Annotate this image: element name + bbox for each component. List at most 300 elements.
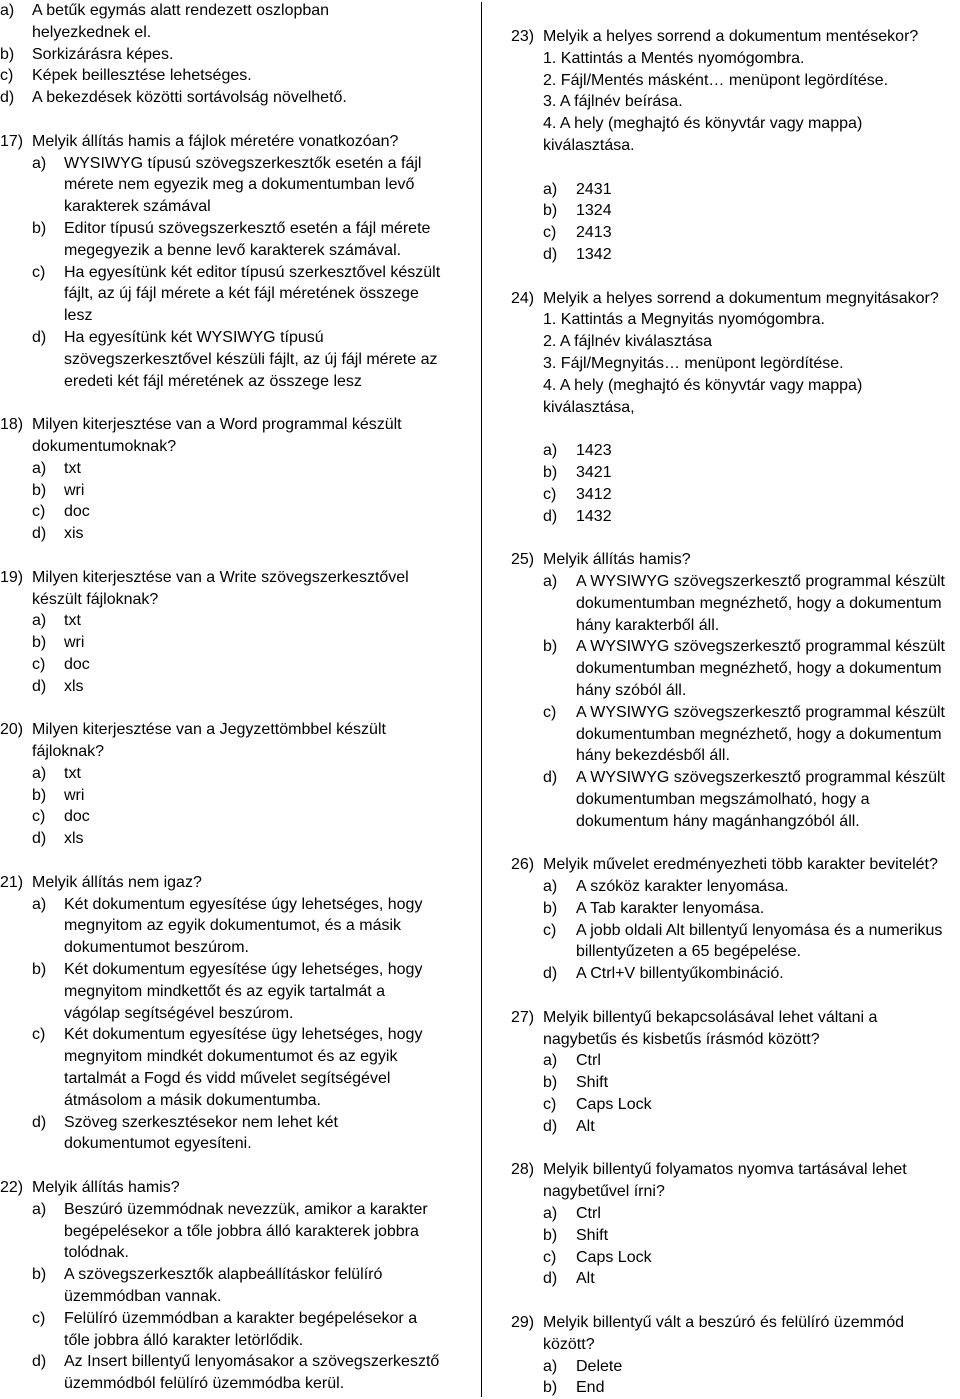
option-line: üzemmódból felülíró üzemmódba kerül. xyxy=(64,1375,345,1393)
option-line: xls xyxy=(64,830,84,848)
question-text xyxy=(32,719,386,763)
option-letter: c) xyxy=(32,1309,46,1327)
option-line: A bekezdések közötti sortávolság növelhető. xyxy=(32,89,347,107)
answer-option xyxy=(511,484,960,506)
question-number: 29) xyxy=(511,1314,535,1332)
question-stem xyxy=(0,872,470,894)
option-letter: b) xyxy=(32,481,47,499)
answer-option xyxy=(0,523,470,545)
option-letter: c) xyxy=(543,1096,557,1114)
answer-option xyxy=(0,0,470,44)
option-text xyxy=(576,222,612,244)
option-line: txt xyxy=(64,459,81,477)
question xyxy=(511,1007,960,1138)
question-number: 20) xyxy=(0,721,24,739)
option-line: 1324 xyxy=(576,202,612,220)
option-text xyxy=(576,440,612,462)
option-letter: a) xyxy=(32,764,47,782)
option-letter: a) xyxy=(32,459,47,477)
option-line: dokumentumban megnézhető, hogy a dokumentum xyxy=(576,594,942,612)
option-line: Sorkizárásra képes. xyxy=(32,45,174,63)
answer-option xyxy=(511,1247,960,1269)
option-line: megnyitom mindkét dokumentumot és az egyik xyxy=(64,1048,398,1066)
option-text xyxy=(64,262,440,327)
question-line: 2. Fájl/Mentés másként… menüpont legördítése. xyxy=(543,71,889,89)
option-letter: a) xyxy=(543,442,558,460)
option-letter: a) xyxy=(0,2,15,19)
option-letter: a) xyxy=(32,1200,47,1218)
question-stem xyxy=(0,567,470,611)
answer-option xyxy=(511,1094,960,1116)
question-text xyxy=(543,1159,907,1203)
question-line: nagybetűs és kisbetűs írásmód között? xyxy=(543,1030,820,1048)
option-line: Ctrl xyxy=(576,1205,601,1223)
question-number: 17) xyxy=(0,132,24,150)
question-line: Melyik billentyű vált a beszúró és felülíró üzemmód xyxy=(543,1314,905,1332)
question-stem xyxy=(511,1007,960,1051)
option-letter: d) xyxy=(543,1117,558,1135)
option-text xyxy=(64,1112,338,1156)
question-line: Melyik állítás hamis? xyxy=(543,551,691,569)
question-text xyxy=(543,854,938,876)
option-line: 2431 xyxy=(576,180,612,198)
option-text xyxy=(32,0,329,44)
question-stem xyxy=(0,414,470,458)
option-line: doc xyxy=(64,655,90,673)
question-text xyxy=(543,288,939,419)
option-line: hány bekezdésből áll. xyxy=(576,747,730,765)
question-line: 1. Kattintás a Megnyitás nyomógombra. xyxy=(543,311,825,329)
option-text xyxy=(64,959,422,1024)
answer-option xyxy=(0,458,470,480)
question-line: 4. A hely (meghajtó és könyvtár vagy mappa) xyxy=(543,115,863,133)
option-letter: b) xyxy=(543,463,558,481)
left-column xyxy=(0,0,470,1395)
option-text xyxy=(64,327,437,392)
option-line: Beszúró üzemmódnak nevezzük, amikor a karakter xyxy=(64,1200,428,1218)
option-line: Shift xyxy=(576,1226,609,1244)
option-line: wri xyxy=(64,634,85,652)
question-number: 21) xyxy=(0,873,24,891)
option-letter: a) xyxy=(32,895,47,913)
left-questions xyxy=(0,131,470,1395)
question xyxy=(511,549,960,832)
question-number: 23) xyxy=(511,28,535,45)
answer-option xyxy=(511,898,960,920)
option-text xyxy=(576,571,945,636)
question xyxy=(511,288,960,528)
option-letter: b) xyxy=(543,899,558,917)
question-line: Melyik billentyű bekapcsolásával lehet váltani a xyxy=(543,1008,878,1026)
answer-option xyxy=(0,65,470,87)
option-line: dokumentumot beszúrom. xyxy=(64,939,249,957)
option-text xyxy=(32,87,347,109)
option-text xyxy=(576,1072,608,1094)
option-text xyxy=(576,1377,604,1399)
option-line: Két dokumentum egyesítése úgy lehetséges, hogy xyxy=(64,895,423,913)
option-letter: d) xyxy=(32,328,47,346)
answer-option xyxy=(511,506,960,528)
option-letter: c) xyxy=(32,1026,46,1044)
option-line: wri xyxy=(64,481,85,499)
option-letter: d) xyxy=(543,1270,558,1288)
answer-option xyxy=(511,1203,960,1225)
spacer xyxy=(511,1138,960,1160)
option-line: üzemmódban vannak. xyxy=(64,1288,222,1306)
question-line: dokumentumoknak? xyxy=(32,437,177,455)
option-line: megnyitom az egyik dokumentumot, és a másik xyxy=(64,917,402,935)
answer-option xyxy=(511,876,960,898)
option-line: dokumentumban megnézhető, hogy a dokumentum xyxy=(576,660,942,678)
answer-option xyxy=(0,632,470,654)
option-letter: a) xyxy=(543,180,558,198)
option-line: helyezkednek el. xyxy=(32,23,152,41)
option-text xyxy=(64,458,81,480)
option-text xyxy=(64,632,84,654)
option-letter: b) xyxy=(543,1379,558,1397)
question xyxy=(0,567,470,698)
option-text xyxy=(64,1351,439,1395)
option-line: A WYSIWYG szövegszerkesztő programmal készült xyxy=(576,572,945,590)
option-line: Shift xyxy=(576,1074,609,1092)
answer-option xyxy=(0,1199,470,1264)
question xyxy=(511,1159,960,1290)
answer-option xyxy=(511,1377,960,1399)
option-text xyxy=(576,462,612,484)
option-text xyxy=(64,828,84,850)
option-letter: d) xyxy=(32,1113,47,1131)
answer-option xyxy=(511,1072,960,1094)
question-line: között? xyxy=(543,1335,595,1353)
option-letter: a) xyxy=(32,612,47,630)
answer-option xyxy=(0,327,470,392)
answer-option xyxy=(511,636,960,701)
option-text xyxy=(64,654,90,676)
question-number: 24) xyxy=(511,289,535,307)
option-letter: a) xyxy=(543,1357,558,1375)
answer-option xyxy=(0,654,470,676)
question-stem xyxy=(511,854,960,876)
option-text xyxy=(64,1199,428,1264)
option-letter: b) xyxy=(543,202,558,220)
question-line: Melyik állítás hamis? xyxy=(32,1179,180,1197)
option-letter: d) xyxy=(0,89,15,107)
option-text xyxy=(64,763,81,785)
option-text xyxy=(64,785,84,807)
question-text xyxy=(32,1177,180,1199)
answer-option xyxy=(511,920,960,964)
answer-option xyxy=(0,763,470,785)
answer-option xyxy=(0,676,470,698)
option-line: wri xyxy=(64,786,85,804)
question xyxy=(0,414,470,545)
answer-option xyxy=(511,702,960,767)
option-line: A Tab karakter lenyomása. xyxy=(576,899,765,917)
option-letter: c) xyxy=(32,263,46,281)
option-letter: c) xyxy=(543,224,557,242)
answer-option xyxy=(511,963,960,985)
question-line: 3. A fájlnév beírása. xyxy=(543,93,683,111)
option-letter: c) xyxy=(32,503,46,521)
question-line: Milyen kiterjesztése van a Jegyzettömbbel készült xyxy=(32,721,386,739)
option-letter: b) xyxy=(0,45,15,63)
option-letter: c) xyxy=(543,921,557,939)
option-line: fájlt, az új fájl mérete a két fájl méretének összege xyxy=(64,285,419,303)
answer-option xyxy=(0,1024,470,1111)
answer-option xyxy=(511,767,960,832)
option-line: megnyitom mindkettőt és az egyik tartalmát a xyxy=(64,982,386,1000)
option-line: xls xyxy=(64,677,84,695)
option-line: átmásolom a másik dokumentumba. xyxy=(64,1091,321,1109)
option-line: A WYSIWYG szövegszerkesztő programmal készült xyxy=(576,703,945,721)
option-text xyxy=(576,1268,595,1290)
option-line: Caps Lock xyxy=(576,1248,652,1266)
option-letter: d) xyxy=(32,525,47,543)
spacer xyxy=(0,698,470,720)
answer-option xyxy=(0,87,470,109)
option-line: xis xyxy=(64,525,84,543)
answer-option xyxy=(0,480,470,502)
option-letter: c) xyxy=(0,67,14,85)
spacer xyxy=(511,527,960,549)
option-text xyxy=(576,1356,622,1378)
option-text xyxy=(576,898,764,920)
option-letter: d) xyxy=(32,677,47,695)
option-text xyxy=(64,153,421,218)
option-text xyxy=(576,179,612,201)
question-line: kiválasztása, xyxy=(543,398,635,416)
option-text xyxy=(576,1116,595,1138)
option-letter: c) xyxy=(543,703,557,721)
option-text xyxy=(64,1308,417,1352)
option-line: A WYSIWYG szövegszerkesztő programmal készült xyxy=(576,769,945,787)
option-line: Ha egyesítünk két editor típusú szerkesztővel készült xyxy=(64,263,441,281)
option-letter: a) xyxy=(32,154,47,172)
option-line: tőle jobbra álló karakter letörlődik. xyxy=(64,1331,304,1349)
right-questions xyxy=(511,26,960,1399)
option-line: WYSIWYG típusú szövegszerkesztők esetén a fájl xyxy=(64,154,422,172)
option-letter: b) xyxy=(543,1226,558,1244)
right-column xyxy=(511,26,960,1399)
column-divider xyxy=(481,2,482,1397)
option-line: doc xyxy=(64,808,90,826)
question-text xyxy=(32,872,202,894)
question-text xyxy=(32,567,409,611)
option-text xyxy=(576,636,945,701)
option-letter: b) xyxy=(32,1266,47,1284)
option-letter: b) xyxy=(32,961,47,979)
option-text xyxy=(64,610,81,632)
option-line: begépelésekor a tőle jobbra álló karakterek jobbra xyxy=(64,1222,419,1240)
option-text xyxy=(64,523,84,545)
option-line: txt xyxy=(64,764,81,782)
question-number: 19) xyxy=(0,568,24,586)
option-line: A szóköz karakter lenyomása. xyxy=(576,878,789,896)
option-line: Képek beillesztése lehetséges. xyxy=(32,67,252,85)
option-text xyxy=(576,702,945,767)
question-line: Milyen kiterjesztése van a Write szövegszerkesztővel xyxy=(32,568,409,586)
option-line: Alt xyxy=(576,1270,595,1288)
answer-option xyxy=(0,610,470,632)
option-letter: c) xyxy=(32,808,46,826)
question-text xyxy=(543,26,918,157)
option-line: 1342 xyxy=(576,245,612,263)
option-letter: d) xyxy=(32,1353,47,1371)
option-line: A szövegszerkesztők alapbeállításkor felülíró xyxy=(64,1266,383,1284)
option-text xyxy=(64,1024,422,1111)
option-letter: d) xyxy=(543,245,558,263)
answer-option xyxy=(511,571,960,636)
option-line: A betűk egymás alatt rendezett oszlopban xyxy=(32,2,330,19)
option-line: karakterek számával xyxy=(64,198,211,216)
question-line: Melyik billentyű folyamatos nyomva tartásával lehet xyxy=(543,1161,907,1179)
option-text xyxy=(576,1225,608,1247)
question-line: Milyen kiterjesztése van a Word programmal készült xyxy=(32,416,402,434)
question-stem xyxy=(0,131,470,153)
option-line: 3421 xyxy=(576,463,612,481)
continued-options xyxy=(0,0,470,131)
question-number: 22) xyxy=(0,1179,24,1197)
option-line: 1432 xyxy=(576,507,612,525)
option-line: lesz xyxy=(64,307,93,325)
spacer xyxy=(0,1155,470,1177)
question xyxy=(0,719,470,850)
option-letter: d) xyxy=(32,830,47,848)
question xyxy=(0,872,470,1155)
option-text xyxy=(32,65,252,87)
spacer xyxy=(511,1290,960,1312)
answer-option xyxy=(511,222,960,244)
answer-option xyxy=(0,153,470,218)
question-stem xyxy=(511,549,960,571)
option-line: szövegszerkesztővel készüli fájlt, az új fájl mérete az xyxy=(64,350,438,368)
option-line: txt xyxy=(64,612,81,630)
answer-option xyxy=(511,1356,960,1378)
option-line: dokumentumban megnézhető, hogy a dokumentum xyxy=(576,725,942,743)
option-text xyxy=(64,676,84,698)
option-line: megegyezik a benne levő karakterek számával. xyxy=(64,241,402,259)
option-line: Ha egyesítünk két WYSIWYG típusú xyxy=(64,328,324,346)
question-number: 28) xyxy=(511,1161,535,1179)
spacer xyxy=(511,266,960,288)
option-line: hány karakterből áll. xyxy=(576,616,720,634)
option-line: billentyűzeten a 65 begépelése. xyxy=(576,943,802,961)
option-text xyxy=(64,218,430,262)
option-line: Az Insert billentyű lenyomásakor a szövegszerkesztő xyxy=(64,1353,440,1371)
question-stem xyxy=(511,1312,960,1356)
question-line: kiválasztása. xyxy=(543,136,635,154)
option-letter: b) xyxy=(543,638,558,656)
option-text xyxy=(576,920,942,964)
question-text xyxy=(32,131,398,153)
answer-option xyxy=(0,959,470,1024)
question-text xyxy=(32,414,402,458)
answer-option xyxy=(511,1050,960,1072)
option-line: A Ctrl+V billentyűkombináció. xyxy=(576,965,784,983)
question-line: Melyik a helyes sorrend a dokumentum mentésekor? xyxy=(543,28,919,45)
option-line: Editor típusú szövegszerkesztő esetén a fájl mérete xyxy=(64,219,431,237)
answer-option xyxy=(511,1116,960,1138)
question-line: 3. Fájl/Megnyitás… menüpont legördítése. xyxy=(543,354,844,372)
option-letter: a) xyxy=(543,1052,558,1070)
option-line: Delete xyxy=(576,1357,623,1375)
option-text xyxy=(64,501,90,523)
question-number: 25) xyxy=(511,551,535,569)
question-stem xyxy=(511,1159,960,1203)
option-line: Ctrl xyxy=(576,1052,601,1070)
option-letter: b) xyxy=(543,1074,558,1092)
question-text xyxy=(543,549,691,571)
answer-option xyxy=(511,1225,960,1247)
option-text xyxy=(576,963,784,985)
option-line: dokumentum hány magánhangzóból áll. xyxy=(576,812,860,830)
option-line: Felülíró üzemmódban a karakter begépelésekor a xyxy=(64,1309,418,1327)
question-line: Melyik állítás nem igaz? xyxy=(32,873,202,891)
answer-option xyxy=(0,894,470,959)
spacer xyxy=(0,850,470,872)
option-line: Alt xyxy=(576,1117,595,1135)
question-line: 1. Kattintás a Mentés nyomógombra. xyxy=(543,49,805,67)
question-line: Melyik a helyes sorrend a dokumentum megnyitásakor? xyxy=(543,289,939,307)
option-letter: b) xyxy=(32,634,47,652)
answer-option xyxy=(511,462,960,484)
question-line: Melyik művelet eredményezheti több karakter bevitelét? xyxy=(543,856,938,874)
option-letter: a) xyxy=(543,1205,558,1223)
answer-option xyxy=(0,1351,470,1395)
question-line: 4. A hely (meghajtó és könyvtár vagy mappa) xyxy=(543,376,863,394)
question-number: 26) xyxy=(511,856,535,874)
option-line: hány szóból áll. xyxy=(576,681,687,699)
spacer xyxy=(511,157,960,179)
answer-option xyxy=(0,828,470,850)
option-letter: d) xyxy=(543,769,558,787)
answer-option xyxy=(0,1112,470,1156)
option-line: tartalmát a Fogd és vidd művelet segítségével xyxy=(64,1070,391,1088)
question-stem xyxy=(0,719,470,763)
spacer xyxy=(511,832,960,854)
option-text xyxy=(576,506,612,528)
answer-option xyxy=(511,179,960,201)
option-line: Két dokumentum egyesítése úgy lehetséges, hogy xyxy=(64,961,423,979)
option-letter: c) xyxy=(32,655,46,673)
option-text xyxy=(576,200,612,222)
option-text xyxy=(64,480,84,502)
option-text xyxy=(576,244,612,266)
spacer xyxy=(511,985,960,1007)
question xyxy=(0,1177,470,1395)
option-text xyxy=(576,1203,601,1225)
option-line: End xyxy=(576,1379,605,1397)
option-text xyxy=(576,1050,601,1072)
option-line: 1423 xyxy=(576,442,612,460)
option-letter: b) xyxy=(32,786,47,804)
option-line: Szöveg szerkesztésekor nem lehet két xyxy=(64,1113,338,1131)
option-line: Caps Lock xyxy=(576,1096,652,1114)
question-line: nagybetűvel írni? xyxy=(543,1183,665,1201)
question xyxy=(511,854,960,985)
option-letter: d) xyxy=(543,965,558,983)
option-letter: a) xyxy=(543,572,558,590)
question-number: 18) xyxy=(0,416,24,434)
question-line: készült fájloknak? xyxy=(32,590,159,608)
answer-option xyxy=(0,1264,470,1308)
option-line: doc xyxy=(64,503,90,521)
option-text xyxy=(576,767,945,832)
option-line: dokumentumban megszámolható, hogy a xyxy=(576,790,870,808)
option-text xyxy=(576,1247,652,1269)
answer-option xyxy=(511,1268,960,1290)
question-stem xyxy=(511,288,960,419)
